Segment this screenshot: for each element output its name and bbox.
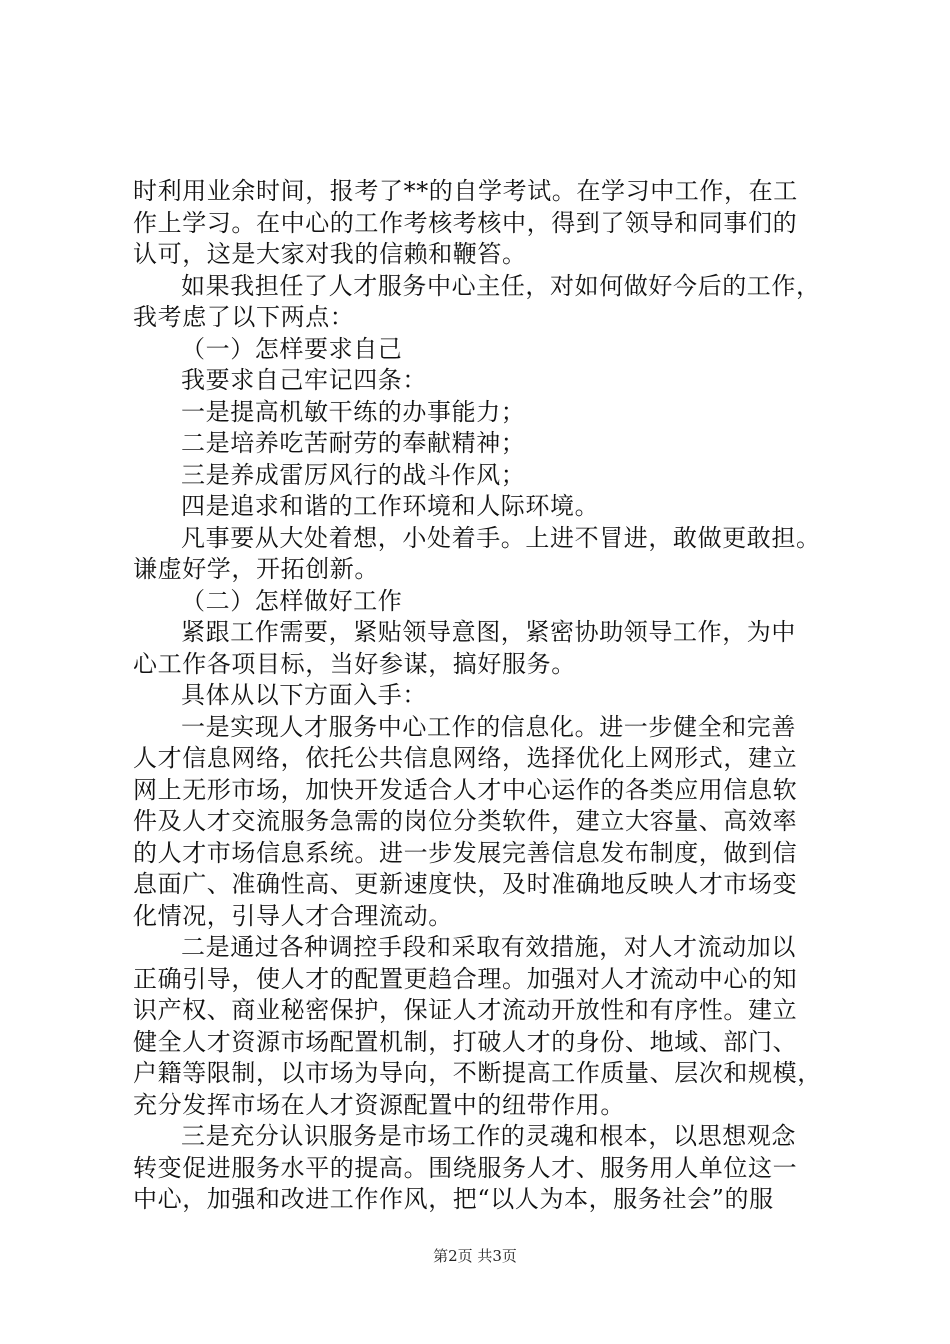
- text-line: 时利用业余时间，报考了**的自学考试。在学习中工作，在工: [133, 177, 798, 205]
- text-line: 户籍等限制，以市场为导向，不断提高工作质量、层次和规模，: [133, 1059, 822, 1087]
- text-line: 充分发挥市场在人才资源配置中的纽带作用。: [133, 1090, 625, 1119]
- text-line: 谦虚好学，开拓创新。: [133, 555, 379, 583]
- paragraph-start-line: 如果我担任了人才服务中心主任，对如何做好今后的工作，: [181, 271, 821, 300]
- list-item: 四是追求和谐的工作环境和人际环境。: [181, 492, 600, 520]
- text-line: 的人才市场信息系统。进一步发展完善信息发布制度，做到信: [133, 838, 798, 867]
- text-line: 人才信息网络，依托公共信息网络，选择优化上网形式，建立: [133, 744, 798, 772]
- text-line: 识产权、商业秘密保护，保证人才流动开放性和有序性。建立: [133, 996, 798, 1024]
- list-item: 二是培养吃苦耐劳的奉献精神；: [181, 429, 526, 457]
- text-line: 认可，这是大家对我的信赖和鞭笞。: [133, 240, 527, 268]
- text-line: 息面广、准确性高、更新速度快，及时准确地反映人才市场变: [133, 870, 798, 898]
- text-line: 化情况，引导人才合理流动。: [133, 901, 453, 930]
- list-item: 三是养成雷厉风行的战斗作风；: [181, 460, 526, 489]
- text-line: 健全人才资源市场配置机制，打破人才的身份、地域、部门、: [133, 1027, 798, 1056]
- text-line: 转变促进服务水平的提高。围绕服务人才、服务用人单位这一: [133, 1153, 798, 1182]
- text-line: 作上学习。在中心的工作考核考核中，得到了领导和同事们的: [133, 208, 798, 237]
- section-heading-1: （一）怎样要求自己: [181, 334, 403, 363]
- section-heading-2: （二）怎样做好工作: [181, 586, 403, 615]
- body-text: [133, 176, 853, 1216]
- paragraph-start-line: 凡事要从大处着想，小处着手。上进不冒进，敢做更敢担。: [181, 523, 821, 552]
- text-line: 我考虑了以下两点：: [133, 303, 355, 331]
- list-item: 一是提高机敏干练的办事能力；: [181, 397, 526, 426]
- paragraph-start-line: 三是充分认识服务是市场工作的灵魂和根本，以思想观念: [181, 1122, 796, 1150]
- paragraph-start-line: 紧跟工作需要，紧贴领导意图，紧密协助领导工作，为中: [181, 618, 796, 646]
- text-line: 正确引导，使人才的配置更趋合理。加强对人才流动中心的知: [133, 964, 798, 993]
- page-number-footer: 第2页 共3页: [433, 1247, 517, 1265]
- paragraph-start-line: 一是实现人才服务中心工作的信息化。进一步健全和完善: [181, 712, 796, 741]
- paragraph-start-line: 我要求自己牢记四条：: [181, 366, 427, 394]
- paragraph-start-line: 二是通过各种调控手段和采取有效措施，对人才流动加以: [181, 933, 796, 961]
- text-line: 心工作各项目标，当好参谋，搞好服务。: [133, 649, 576, 678]
- text-line: 中心，加强和改进工作作风，把“以人为本，服务社会”的服: [133, 1185, 774, 1213]
- paragraph-start-line: 具体从以下方面入手：: [181, 681, 427, 709]
- text-line: 网上无形市场，加快开发适合人才中心运作的各类应用信息软: [133, 775, 798, 804]
- text-line: 件及人才交流服务急需的岗位分类软件，建立大容量、高效率: [133, 807, 798, 835]
